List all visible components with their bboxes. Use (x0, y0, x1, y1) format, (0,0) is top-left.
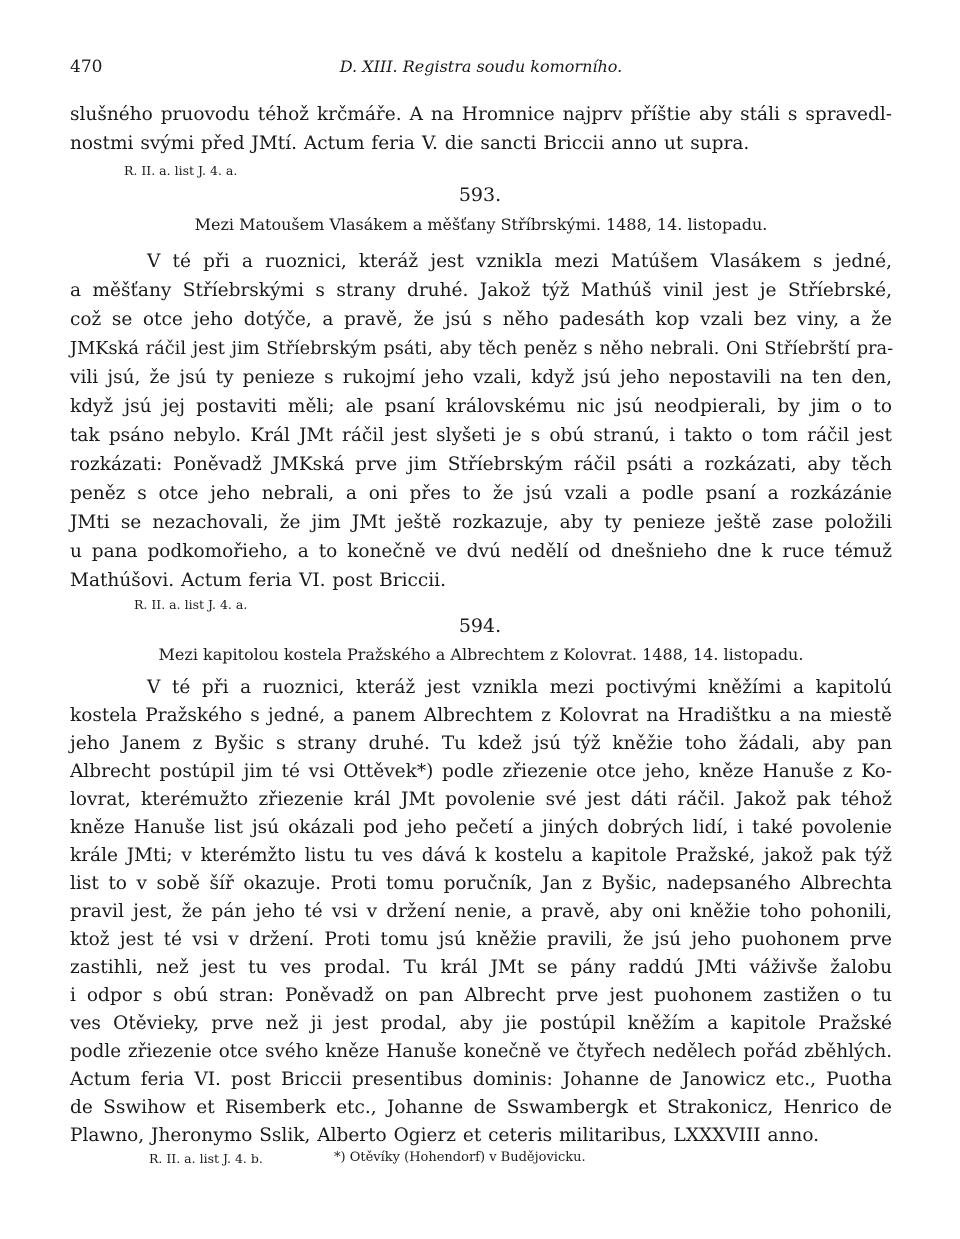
body-line: V té při a ruoznici, kteráž jest vznikla mezi Matúšem Vlasákem s jedné, (147, 251, 892, 272)
body-line: podle zřiezenie otce svého kněze Hanuše konečně ve čtyřech nedělech pořád zběhlých. (70, 1041, 892, 1062)
body-line: rozkázati: Poněvadž JMKská prve jim Stříebrským ráčil psáti a rozkázati, aby těch (70, 454, 892, 475)
entry-regest: Mezi Matoušem Vlasákem a měšťany Stříbrskými. 1488, 14. listopadu. (194, 215, 768, 234)
continuation-line: slušného pruovodu téhož krčmáře. A na Hromnice najprv příštie aby stáli s spravedl- (70, 104, 892, 125)
body-line: Plawno, Jheronymo Sslik, Alberto Ogierz et ceteris militaribus, LXXXVIII anno. (70, 1125, 820, 1146)
running-title: D. XIII. Registra soudu komorního. (339, 57, 623, 76)
body-line: pravil jest, že pán jeho té vsi v držení nenie, a pravě, aby oni kněžie toho pohonili, (70, 901, 892, 922)
body-line: JMKská ráčil jest jim Stříebrským psáti, aby těch peněz s něho nebrali. Oni Stříebrští pra- (70, 339, 894, 359)
body-line: de Sswihow et Risemberk etc., Johanne de Sswambergk et Strakonicz, Henrico de (70, 1097, 892, 1118)
body-line: vili jsú, že jsú ty penieze s rukojmí jeho vzali, když jsú jeho nepostavili na ten den, (70, 367, 892, 388)
body-line: ktož jest té vsi v držení. Proti tomu jsú kněžie pravili, že jsú jeho puohonem prve (70, 929, 892, 950)
entry-number: 593. (458, 184, 502, 206)
source-reference: R. II. a. list J. 4. b. (149, 1151, 263, 1166)
body-line: u pana podkomořieho, a to konečně ve dvú nedělí od dnešnieho dne k ruce témuž (70, 541, 892, 562)
body-line: ves Otěvieky, prve než ji jest prodal, aby jie postúpil kněžím a kapitole Pražské (70, 1013, 892, 1034)
page-header (70, 57, 892, 87)
body-line: kostela Pražského s jedné, a panem Albrechtem z Kolovrat na Hradištku a na miestě (70, 705, 892, 726)
body-line: list to v sobě šíř okazuje. Proti tomu poručník, Jan z Byšic, nadepsaného Albrechta (70, 873, 892, 894)
body-line: jeho Janem z Byšic s strany druhé. Tu kdež jsú týž kněžie toho žádali, aby pan (70, 733, 892, 754)
source-reference: R. II. a. list J. 4. a. (124, 163, 238, 178)
body-line: Albrecht postúpil jim té vsi Ottěvek*) podle zřiezenie otce jeho, kněze Hanuše z Ko- (70, 761, 892, 782)
body-line: což se otce jeho dotýče, a pravě, že jsú s něho padesáth kop vzali bez viny, a že (70, 309, 892, 330)
body-line: zastihli, než jest tu ves prodal. Tu král JMt se pány raddú JMti váživše žalobu (70, 957, 892, 978)
body-line: i odpor s obú stran: Poněvadž on pan Albrecht prve jest puohonem zastižen o tu (70, 985, 892, 1006)
continuation-line: nostmi svými před JMtí. Actum feria V. die sancti Briccii anno ut supra. (70, 133, 750, 154)
body-line: JMti se nezachovali, že jim JMt ještě rozkazuje, aby ty penieze ještě zase položili (70, 512, 892, 533)
body-line: Mathúšovi. Actum feria VI. post Briccii. (70, 570, 446, 591)
page-number: 470 (70, 57, 103, 77)
entry-number: 594. (458, 615, 502, 637)
body-line: peněz s otce jeho nebrali, a oni přes to že jsú vzali a podle psaní a rozkázánie (70, 483, 892, 504)
body-line: a měšťany Stříebrskými s strany druhé. Jakož týž Mathúš vinil jest je Stříebrské, (70, 280, 892, 301)
source-reference: R. II. a. list J. 4. a. (134, 597, 248, 612)
body-line: krále JMti; v kterémžto listu tu ves dává k kostelu a kapitole Pražské, jakož pak týž (70, 845, 892, 866)
body-line: kněze Hanuše list jsú okázali pod jeho pečetí a jiných dobrých lidí, i také povolenie (70, 817, 892, 838)
body-line: V té při a ruoznici, kteráž jest vznikla mezi poctivými kněžími a kapitolú (147, 677, 892, 698)
body-line: když jsú jej postaviti měli; ale psaní královskému nic jsú neodpierali, by jim o to (70, 396, 892, 417)
body-line: Actum feria VI. post Briccii presentibus dominis: Johanne de Janowicz etc., Puotha (70, 1069, 892, 1090)
body-line: tak psáno nebylo. Král JMt ráčil jest slyšeti je s obú stranú, i takto o tom ráčil jest (70, 425, 892, 446)
body-line: lovrat, kterémužto zřiezenie král JMt povolenie své jest dáti ráčil. Jakož pak téhož (70, 789, 892, 810)
entry-regest: Mezi kapitolou kostela Pražského a Albrechtem z Kolovrat. 1488, 14. listopadu. (158, 645, 804, 664)
footnote: *) Otěvíky (Hohendorf) v Budějovicku. (334, 1150, 586, 1165)
